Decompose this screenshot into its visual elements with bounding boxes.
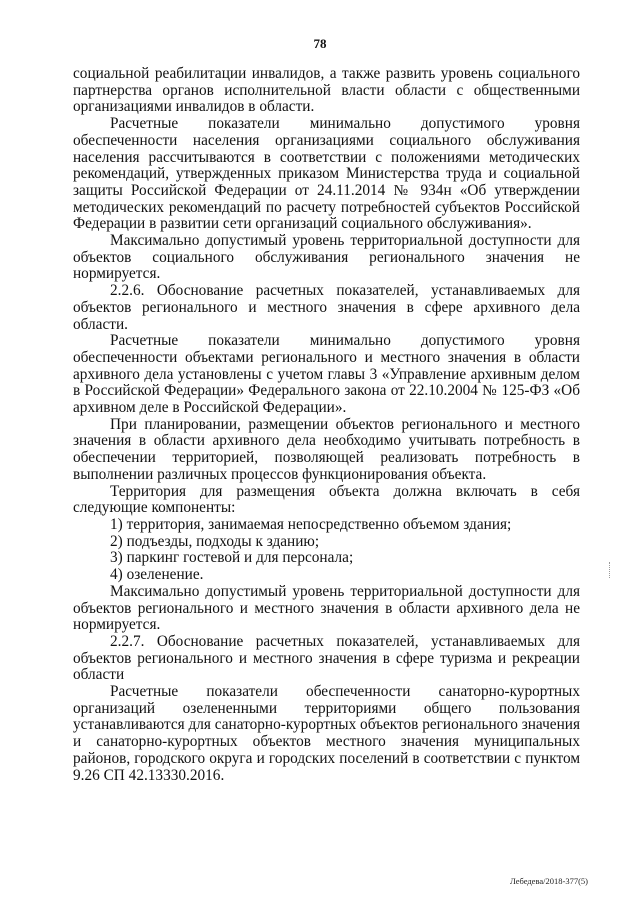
paragraph-territory-components: Территория для размещения объекта должна включать в себя следующие компоненты:: [73, 482, 580, 517]
section-heading-2-2-6: 2.2.6. Обоснование расчетных показателей, устанавливаемых для объектов регионального и местного значения в сфере архивного дела области.: [73, 282, 580, 333]
paragraph-archive-planning: При планировании, размещении объектов регионального и местного значения в области архивного дела необходимо учитывать потребность в обеспечении территорией, позволяющей реализовать потребность в выполнении различных процессов функционирования объекта.: [73, 415, 580, 483]
document-body: [73, 66, 580, 784]
margin-scan-mark: [609, 562, 611, 578]
list-item-1: 1) территория, занимаемая непосредственно объемом здания;: [110, 515, 512, 533]
paragraph-social-accessibility: Максимально допустимый уровень территориальной доступности для объектов социального обслуживания регионального значения не нормируется.: [73, 232, 580, 283]
paragraph-archive-indicators: Расчетные показатели минимально допустимого уровня обеспеченности объектами регионального и местного значения в области архивного дела установлены с учетом главы 3 «Управление архивным делом в Российской Федерации» Федерального закона от 22.10.2004 № 125-ФЗ «Об архивном деле в Российской Федерации».: [73, 332, 580, 417]
paragraph-social-service-indicators: Расчетные показатели минимально допустимого уровня обеспеченности населения организациями социального обслуживания населения рассчитываются в соответствии с положениями методических рекомендаций, утвержденных приказом Министерства труда и социальной защиты Российской Федерации от 24.11.2014 № 934н «Об утверждении методических рекомендаций по расчету потребностей субъектов Российской Федерации в развитии сети организаций социального обслуживания».: [73, 115, 580, 233]
page-number: 78: [313, 36, 327, 51]
footer-reference: Лебедева/2018-377(5): [510, 876, 588, 886]
paragraph-tourism-indicators: Расчетные показатели обеспеченности санаторно-курортных организаций озелененными территориями общего пользования устанавливаются для санаторно-курортных объектов регионального значения и санаторно-курортных объектов местного значения муниципальных районов, городского округа и городских поселений в соответствии с пунктом 9.26 СП 42.13330.2016.: [73, 683, 580, 784]
list-item-2: 2) подъезды, подходы к зданию;: [110, 532, 320, 550]
list-item-3: 3) паркинг гостевой и для персонала;: [110, 549, 354, 567]
paragraph-archive-accessibility: Максимально допустимый уровень территориальной доступности для объектов регионального и местного значения в области архивного дела не нормируется.: [73, 582, 580, 634]
list-item-4: 4) озеленение.: [110, 566, 204, 584]
paragraph-continuation: социальной реабилитации инвалидов, а также развить уровень социального партнерства органов исполнительной власти области с общественными организациями инвалидов в области.: [73, 65, 580, 116]
section-heading-2-2-7: 2.2.7. Обоснование расчетных показателей, устанавливаемых для объектов регионального и местного значения в сфере туризма и рекреации области: [73, 632, 580, 684]
